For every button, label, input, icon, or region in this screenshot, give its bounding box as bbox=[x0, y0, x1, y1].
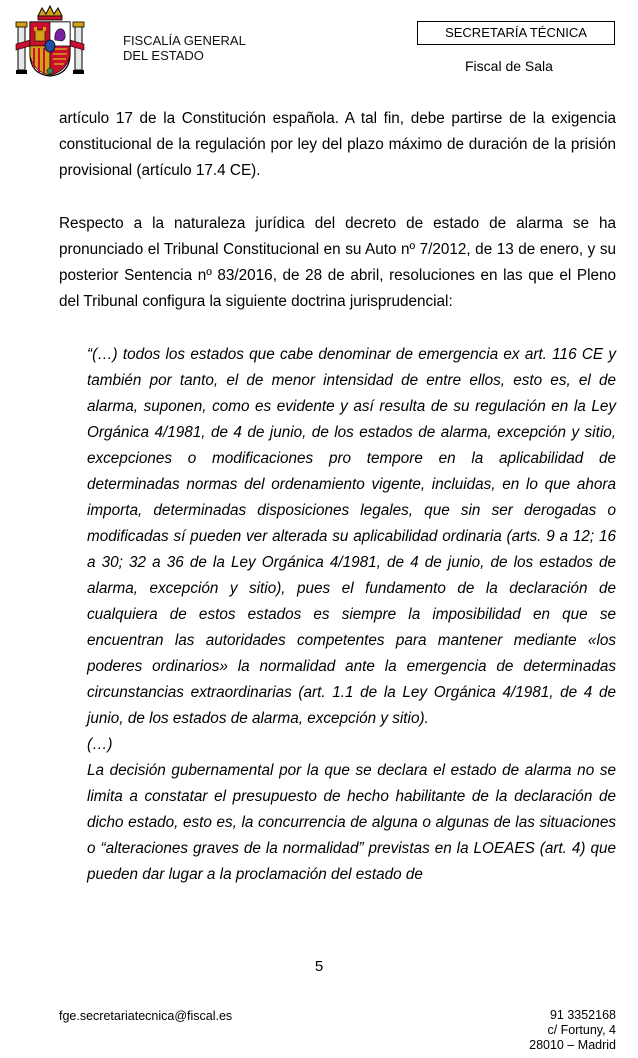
quote-paragraph-2: La decisión gubernamental por la que se declara el estado de alarma no se limita a constatar el presupuesto de hecho habilitante de la declaración de dicho estado, esto es, la concurrencia de alguna o algunas de las situaciones o “alteraciones graves de la normalidad” previstas en la LOEAES (art. 4) que pueden dar lugar a la proclamación del estado de bbox=[87, 762, 616, 883]
document-body bbox=[59, 106, 616, 888]
footer-phone: 91 3352168 bbox=[549, 1008, 616, 1022]
page-number: 5 bbox=[314, 958, 324, 975]
footer-city: 28010 – Madrid bbox=[529, 1038, 616, 1052]
quote-paragraph-1: “(…) todos los estados que cabe denominar de emergencia ex art. 116 CE y también por tanto, el de menor intensidad de entre ellos, esto es, el de alarma, suponen, como es evidente y así resulta de su regulación en la Ley Orgánica 4/1981, de 4 de junio, de los estados de alarma, excepción y sitio, excepciones o modificaciones pro tempore en la aplicabilidad de determinadas normas del ordenamiento vigente, incluidas, en lo que ahora importa, determinadas disposiciones legales, que sin ser derogadas o modificadas sí pueden ver alterada su aplicabilidad ordinaria (arts. 9 a 12; 16 a 30; 32 a 36 de la Ley Orgánica 4/1981, de 4 de junio, de los estados de alarma, excepción y sitio), pues el fundamento de la declaración de cualquiera de estos estados es siempre la imposibilidad en que se encuentran las autoridades competentes para mantener mediante «los poderes ordinarios» la normalidad ante la emergencia de determinadas circunstancias extraordinarias (art. 1.1 de la Ley Orgánica 4/1981, de 4 de junio, de los estados de alarma, excepción y sitio). bbox=[87, 346, 616, 727]
header-subtitle: Fiscal de Sala bbox=[465, 58, 553, 74]
block-quote bbox=[87, 342, 616, 888]
department-box: SECRETARÍA TÉCNICA bbox=[417, 21, 615, 45]
footer-street: c/ Fortuny, 4 bbox=[547, 1023, 616, 1037]
coat-of-arms-icon bbox=[14, 4, 86, 78]
org-line-1: FISCALÍA GENERAL bbox=[123, 33, 246, 48]
footer-address bbox=[529, 1008, 616, 1053]
quote-ellipsis: (…) bbox=[87, 736, 113, 753]
footer-email: fge.secretariatecnica@fiscal.es bbox=[59, 1009, 233, 1023]
org-line-2: DEL ESTADO bbox=[123, 48, 204, 63]
paragraph-2: Respecto a la naturaleza jurídica del decreto de estado de alarma se ha pronunciado el Tribunal Constitucional en su Auto nº 7/2012, de 13 de enero, y su posterior Sentencia nº 83/2016, de 28 de abril, resoluciones en las que el Pleno del Tribunal configura la siguiente doctrina jurisprudencial: bbox=[59, 215, 616, 310]
organization-name bbox=[123, 33, 246, 63]
paragraph-1: artículo 17 de la Constitución española. A tal fin, debe partirse de la exigencia constitucional de la regulación por ley del plazo máximo de duración de la prisión provisional (artículo 17.4 CE). bbox=[59, 110, 616, 179]
